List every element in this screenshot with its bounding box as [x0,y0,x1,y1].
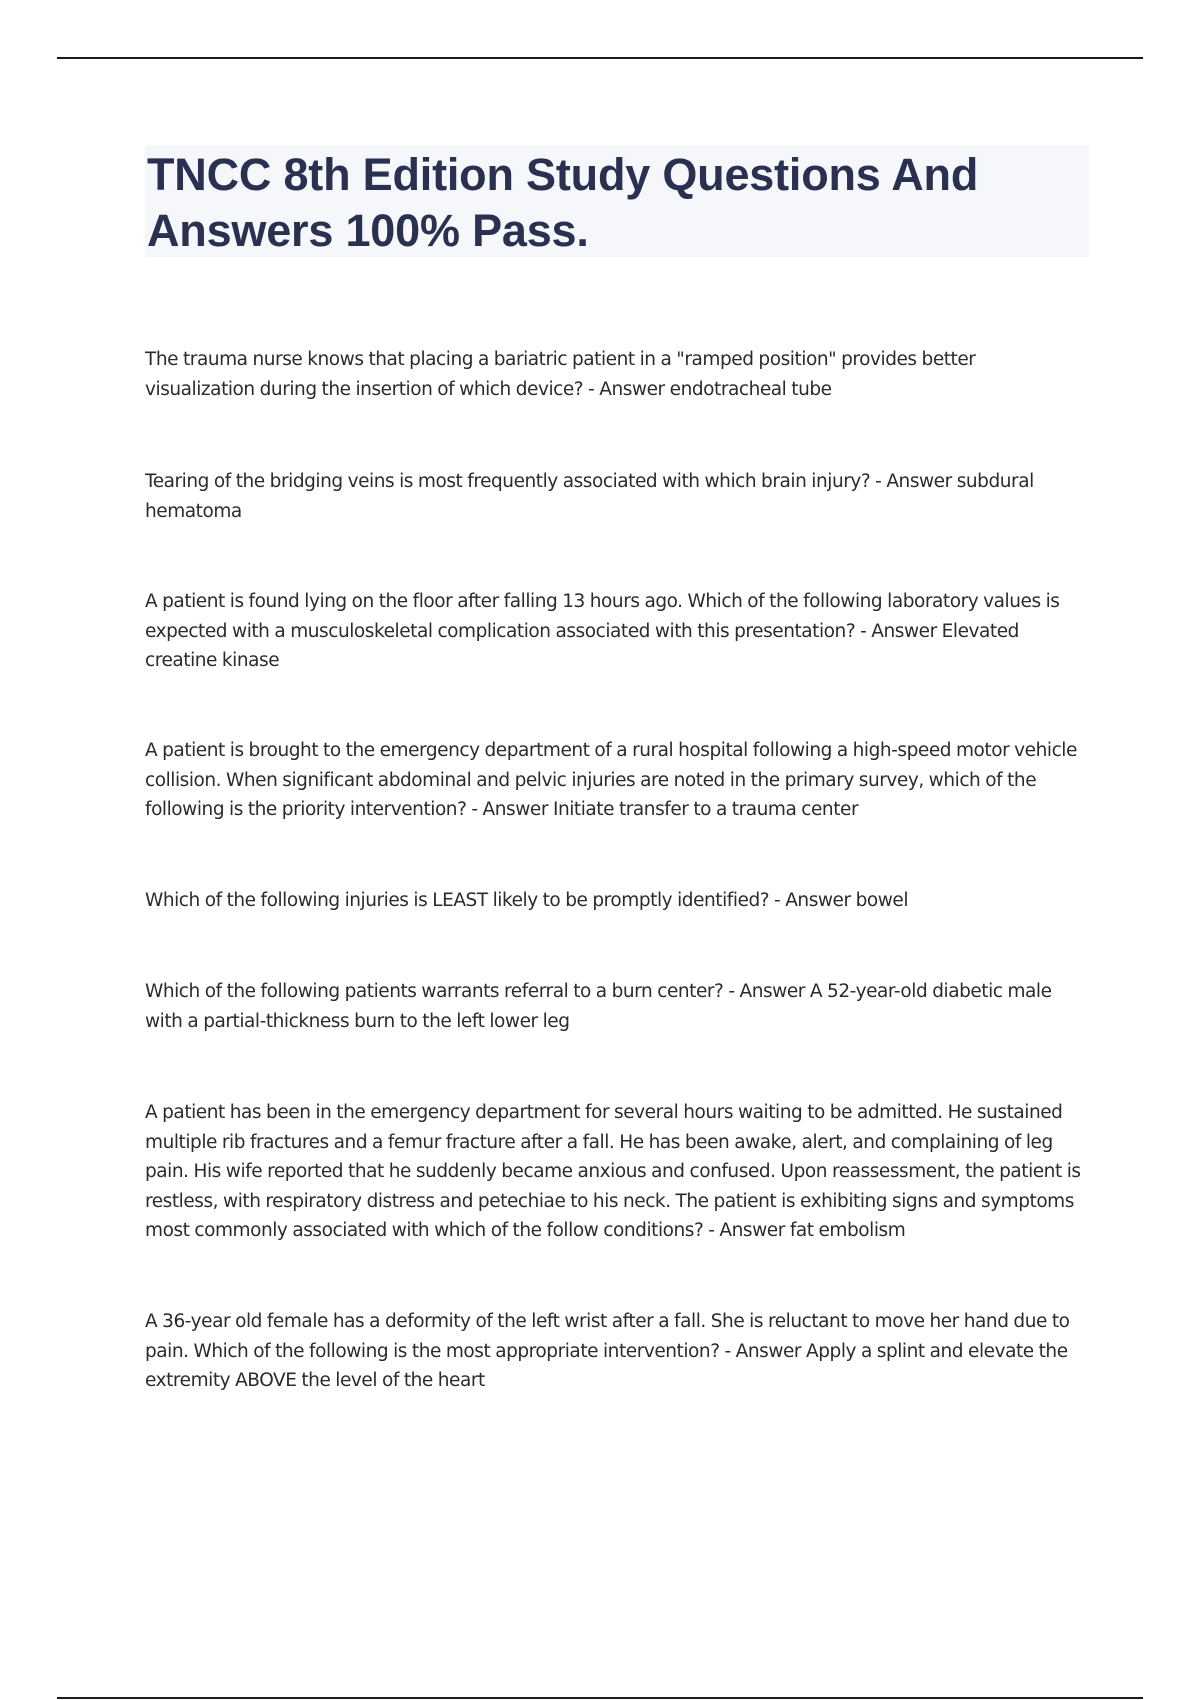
qa-item [145,467,1089,526]
qa-item [145,1098,1089,1246]
question-text: Tearing of the bridging veins is most frequently associated with which brain injury? [145,471,871,492]
answer-text: subdural hematoma [145,471,1034,522]
answer-separator: - Answer [769,890,856,911]
answer-separator: - Answer [583,378,670,400]
qa-item [145,886,908,916]
answer-separator: - Answer [719,1340,807,1362]
question-text: Which of the following injuries is LEAST likely to be promptly identified? [145,890,770,911]
answer-separator: - Answer [870,471,957,492]
answer-text: fat embolism [789,1220,906,1241]
answer-text: Apply a splint and elevate the extremity ABOVE the level of the heart [145,1340,1068,1391]
answer-text: Elevated creatine kinase [145,620,1019,671]
question-text: Which of the following patients warrants referral to a burn center? [145,981,724,1002]
answer-text: A 52-year-old diabetic male with a partial-thickness burn to the left lower leg [145,981,1052,1032]
answer-text: endotracheal tube [669,378,832,400]
qa-item [145,736,1089,825]
answer-separator: - Answer [723,981,810,1002]
qa-item [145,1307,1089,1396]
top-rule [57,57,1143,59]
answer-separator: - Answer [703,1220,790,1241]
answer-text: Initiate transfer to a trauma center [552,799,859,820]
question-text: A patient is brought to the emergency department of a rural hospital following a high-speed motor vehicle collision. When significant abdominal and pelvic injuries are noted in the primary survey, which of the following is the priority intervention? [145,740,1077,820]
qa-item [145,587,1089,676]
qa-item [145,977,1089,1036]
page-title: TNCC 8th Edition Study Questions And Answers 100% Pass. [147,149,979,256]
question-text: A 36-year old female has a deformity of the left wrist after a fall. She is reluctant to move her hand due to pain. Which of the following is the most appropriate intervention? [145,1311,1070,1362]
question-text: The trauma nurse knows that placing a bariatric patient in a "ramped position" provides better visualization during the insertion of which device? [145,349,976,400]
answer-text: bowel [855,890,909,911]
title-block [145,145,1089,257]
answer-separator: - Answer [855,620,942,642]
bottom-rule [57,1697,1143,1699]
answer-separator: - Answer [466,799,553,820]
qa-item [145,345,1089,404]
question-text: A patient has been in the emergency department for several hours waiting to be admitted. He sustained multiple rib fractures and a femur fracture after a fall. He has been awake, alert, and complaining of leg pain. His wife reported that he suddenly became anxious and confused. Upon reassessment, the patient is restless, with respiratory distress and petechiae to his neck. The patient is exhibiting signs and symptoms most commonly associated with which of the follow conditions? [145,1102,1081,1241]
question-text: A patient is found lying on the floor after falling 13 hours ago. Which of the following laboratory values is expected with a musculoskeletal complication associated with this presentation? [145,591,1060,642]
